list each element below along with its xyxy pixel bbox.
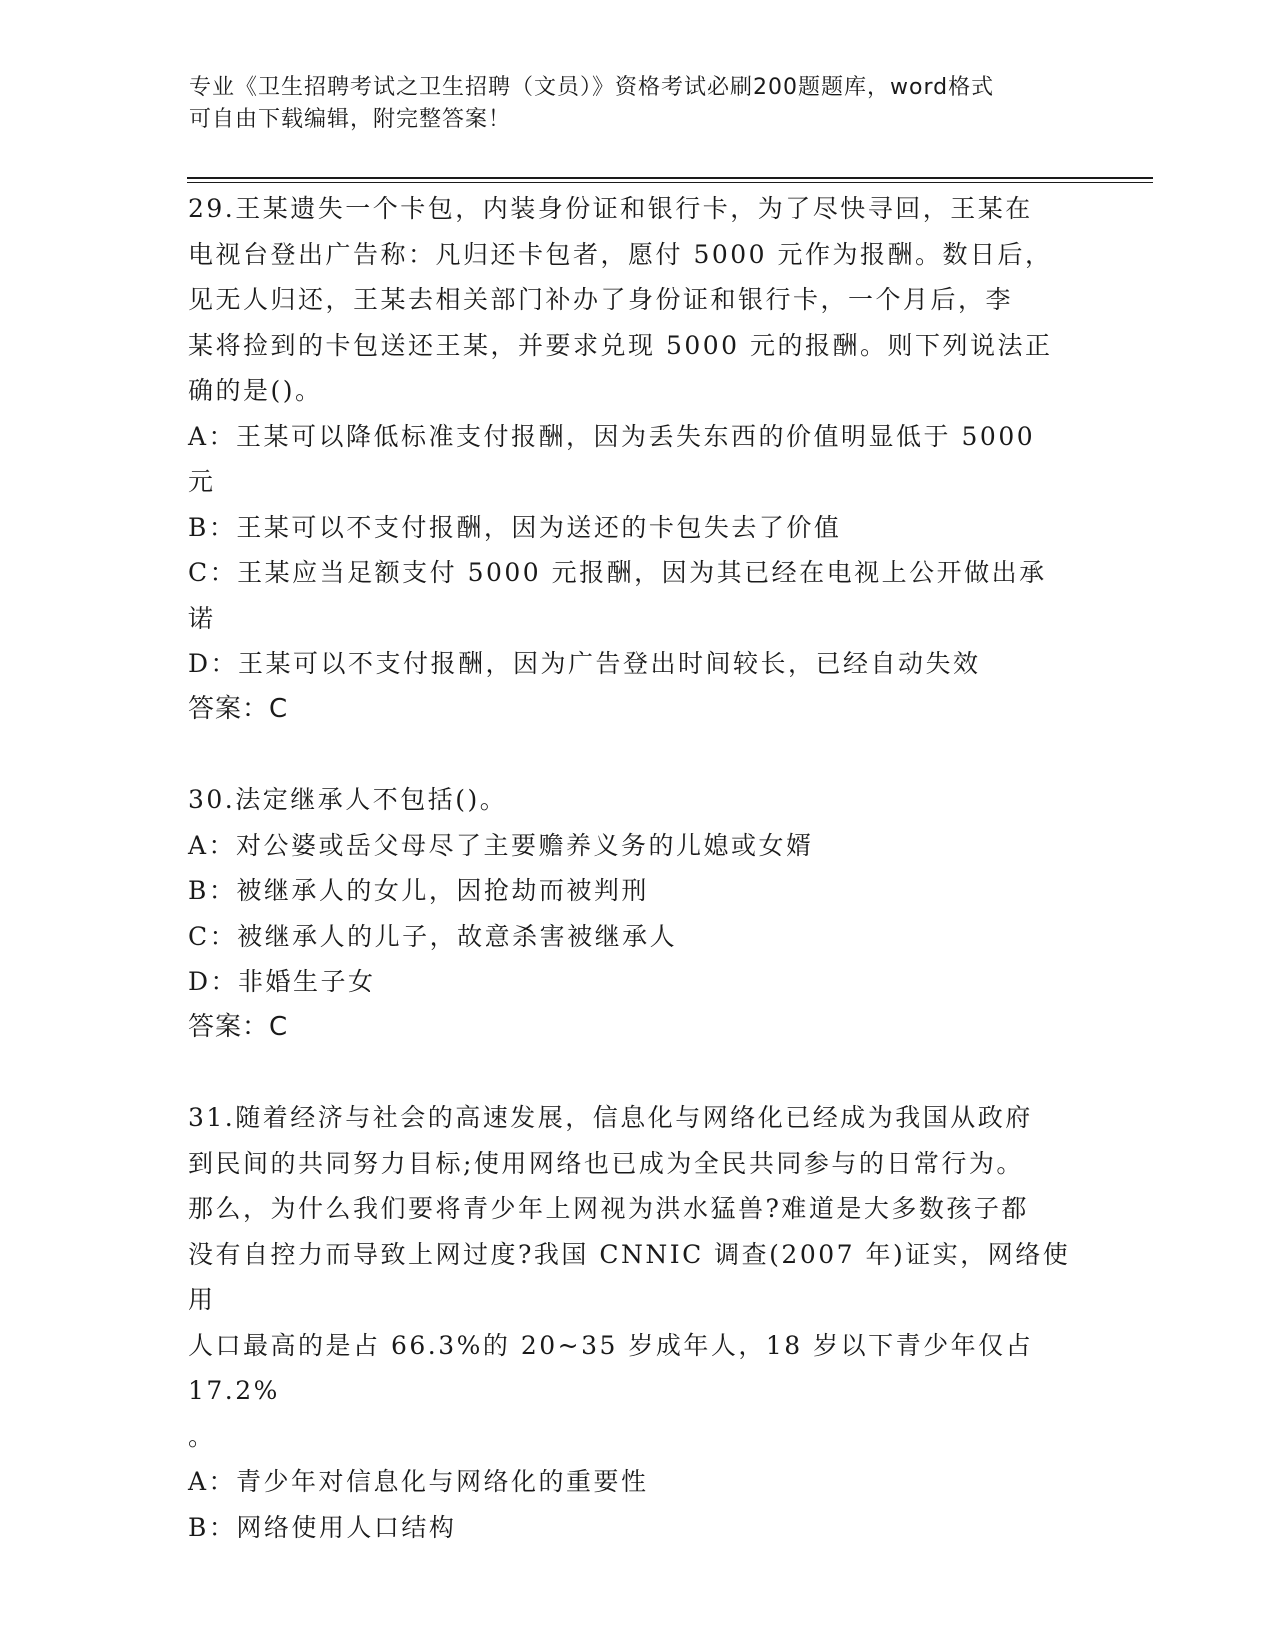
option-b: B：网络使用人口结构 (188, 1512, 457, 1542)
option-b: B：王某可以不支付报酬，因为送还的卡包失去了价值 (188, 512, 842, 542)
question-text-line: 那么，为什么我们要将青少年上网视为洪水猛兽?难道是大多数孩子都 (188, 1194, 1029, 1223)
answer-text: 答案：C (188, 1011, 289, 1042)
option-a-continued: 元 (188, 467, 216, 496)
answer-text: 答案：C (188, 693, 289, 724)
question-text-line: 。 (188, 1421, 216, 1451)
question-text-line: 见无人归还，王某去相关部门补办了身份证和银行卡，一个月后，李 (188, 285, 1014, 314)
question-text-line: 某将捡到的卡包送还王某，并要求兑现 5000 元的报酬。则下列说法正 (188, 330, 1053, 360)
question-list (188, 186, 1088, 1550)
question-text-line: 到民间的共同努力目标;使用网络也已成为全民共同参与的日常行为。 (188, 1148, 1024, 1178)
question-text-line: 30.法定继承人不包括()。 (188, 785, 508, 814)
page-header (189, 72, 1089, 136)
question-text-line: 确的是()。 (188, 376, 323, 405)
option-c: C：王某应当足额支付 5000 元报酬，因为其已经在电视上公开做出承 (188, 558, 1047, 587)
question-text-line: 31.随着经济与社会的高速发展，信息化与网络化已经成为我国从政府 (188, 1103, 1033, 1132)
header-line-2: 可自由下载编辑，附完整答案！ (189, 107, 512, 132)
question-text-line: 没有自控力而导致上网过度?我国 CNNIC 调查(2007 年)证实，网络使用 (188, 1239, 1071, 1314)
header-line-1: 专业《卫生招聘考试之卫生招聘（文员）》资格考试必刷200题题库，word格式 (189, 75, 995, 100)
option-d: D：王某可以不支付报酬，因为广告登出时间较长，已经自动失效 (188, 649, 981, 678)
question-31 (188, 1095, 1088, 1550)
question-text-line: 电视台登出广告称：凡归还卡包者，愿付 5000 元作为报酬。数日后， (188, 239, 1053, 269)
option-c-continued: 诺 (188, 603, 216, 633)
question-30 (188, 777, 1088, 1050)
option-c: C：被继承人的儿子，故意杀害被继承人 (188, 921, 678, 951)
option-d: D：非婚生子女 (188, 967, 376, 996)
header-divider (187, 177, 1153, 183)
question-text-line: 人口最高的是占 66.3%的 20~35 岁成年人，18 岁以下青少年仅占 17.2% (188, 1330, 1044, 1405)
question-29 (188, 186, 1088, 732)
option-b: B：被继承人的女儿，因抢劫而被判刑 (188, 876, 649, 905)
option-a: A：王某可以降低标准支付报酬，因为丢失东西的价值明显低于 5000 (188, 421, 1036, 451)
option-a: A：青少年对信息化与网络化的重要性 (188, 1467, 649, 1496)
option-a: A：对公婆或岳父母尽了主要赡养义务的儿媳或女婿 (188, 830, 814, 860)
question-text-line: 29.王某遗失一个卡包，内装身份证和银行卡，为了尽快寻回，王某在 (188, 194, 1033, 223)
